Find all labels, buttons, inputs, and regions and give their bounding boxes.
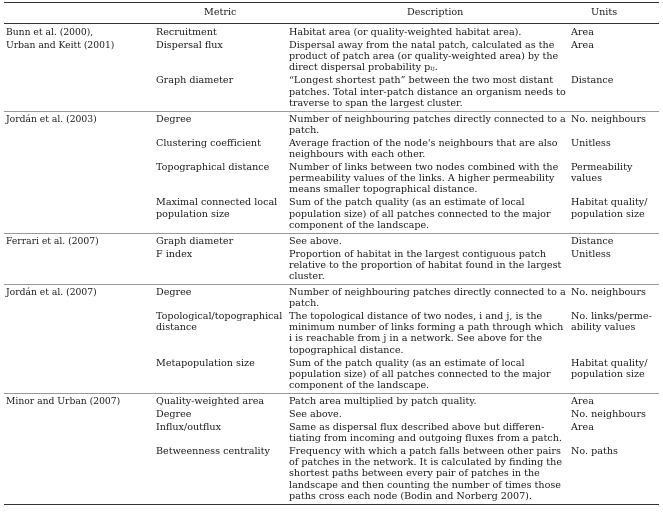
- header-description: Description: [287, 3, 569, 24]
- source-cell: [4, 311, 154, 357]
- source-cell: Bunn et al. (2000),: [6, 27, 94, 39]
- description-cell: Number of neighbouring patches directly connected to a patch.: [287, 111, 569, 138]
- source-cell: Jordán et al. (2003): [4, 111, 154, 138]
- units-cell: No. neighbours: [569, 285, 659, 312]
- table-row: [4, 197, 659, 233]
- units-cell: No. links/perme-ability values: [571, 311, 652, 334]
- description-cell: See above.: [289, 409, 342, 420]
- source-cell: Ferrari et al. (2007): [4, 233, 154, 249]
- metric-cell: Quality-weighted area: [154, 393, 287, 409]
- table-row: [4, 446, 659, 504]
- units-cell: Habitat quality/ population size: [571, 197, 648, 220]
- units-cell: Unitless: [571, 248, 611, 260]
- units-cell: Area: [571, 422, 594, 434]
- table-row: [4, 422, 659, 446]
- table-row: [4, 358, 659, 394]
- source-cell: Jordán et al. (2007): [4, 285, 154, 312]
- description-cell: Dispersal away from the natal patch, calculated as the product of patch area (or quality-weighted area) by the direct dispersal probability pᵢⱼ.: [289, 40, 559, 74]
- table-row: [4, 111, 659, 138]
- source-cell: [4, 249, 154, 285]
- table-row: [4, 75, 659, 111]
- source-cell: [4, 409, 154, 422]
- description-cell: Proportion of habitat in the largest contiguous patch relative to the proportion of habitat found in the largest cluster.: [289, 248, 562, 282]
- description-cell: Average fraction of the node's neighbours that are also neighbours with each other.: [289, 137, 558, 161]
- table-row: [4, 40, 659, 75]
- metric-cell: Graph diameter: [156, 75, 234, 87]
- table-body: [4, 24, 659, 505]
- description-cell: “Longest shortest path” between the two most distant patches. Total inter-patch distance an organism needs to traverse to span the largest cluster.: [289, 75, 566, 109]
- table-row: [4, 311, 659, 357]
- units-cell: Area: [569, 393, 659, 409]
- source-cell: [4, 197, 154, 233]
- description-cell: Frequency with which a patch falls between other pairs of patches in the network. It is calculated by finding the shortest paths between every pair of patches in the landscape and then counting the number of times those paths cross each node (Bodin and Norberg 2007).: [289, 446, 562, 502]
- description-cell: Habitat area (or quality-weighted habitat area).: [289, 27, 522, 39]
- source-cell: [4, 358, 154, 394]
- source-cell: Urban and Keitt (2001): [6, 40, 115, 52]
- metric-cell: Graph diameter: [154, 233, 287, 249]
- units-cell: Area: [571, 27, 594, 39]
- table-row: [4, 393, 659, 409]
- header-units: Units: [569, 3, 659, 24]
- metrics-table: [4, 2, 659, 505]
- table-row: [4, 24, 659, 41]
- description-cell: Patch area multiplied by patch quality.: [287, 393, 569, 409]
- source-cell: [4, 138, 154, 162]
- description-cell: See above.: [287, 233, 569, 249]
- description-cell: Same as dispersal flux described above but differen-tiating from incoming and outgoing fluxes from a patch.: [289, 422, 562, 445]
- table-row: [4, 249, 659, 285]
- metric-cell: F index: [156, 248, 193, 260]
- description-cell: Number of neighbouring patches directly connected to a patch.: [287, 285, 569, 312]
- units-cell: Habitat quality/ population size: [571, 357, 648, 380]
- description-cell: Sum of the patch quality (as an estimate of local population size) of all patches connected to the major component of the landscape.: [289, 357, 551, 391]
- metric-cell: Degree: [156, 409, 192, 420]
- metric-cell: Betweenness centrality: [156, 446, 270, 458]
- units-cell: Permeability values: [571, 162, 633, 185]
- metric-cell: Influx/outflux: [156, 422, 221, 434]
- units-cell: No. neighbours: [571, 409, 646, 420]
- table-header: [4, 3, 659, 24]
- metric-cell: Degree: [154, 111, 287, 138]
- source-cell: [4, 422, 154, 446]
- units-cell: Unitless: [571, 137, 611, 149]
- metric-cell: Recruitment: [156, 27, 217, 39]
- description-cell: The topological distance of two nodes, i and j, is the minimum number of links forming a path through which i is reachable from j in a network. See above for the topographical distance.: [289, 311, 564, 356]
- metric-cell: Maximal connected local population size: [156, 197, 278, 220]
- source-cell: [4, 75, 154, 111]
- units-cell: Area: [571, 40, 594, 52]
- metric-cell: Dispersal flux: [156, 40, 223, 52]
- table-row: [4, 162, 659, 197]
- source-cell: Minor and Urban (2007): [4, 393, 154, 409]
- metric-cell: Topographical distance: [156, 162, 270, 174]
- units-cell: No. neighbours: [569, 111, 659, 138]
- description-cell: Sum of the patch quality (as an estimate of local population size) of all patches connected to the major component of the landscape.: [289, 197, 551, 231]
- description-cell: Number of links between two nodes combined with the permeability values of the links. A higher permeability means smaller topographical distance.: [289, 162, 559, 196]
- header-source: [4, 3, 154, 24]
- source-cell: [4, 162, 154, 197]
- metric-cell: Topological/topographical distance: [156, 311, 283, 334]
- metric-cell: Clustering coefficient: [156, 137, 261, 149]
- metric-cell: Degree: [154, 285, 287, 312]
- table-row: [4, 233, 659, 249]
- metric-cell: Metapopulation size: [156, 357, 255, 369]
- header-metric: Metric: [154, 3, 287, 24]
- units-cell: No. paths: [571, 446, 618, 458]
- source-cell: [4, 446, 154, 504]
- table-row: [4, 285, 659, 312]
- units-cell: Distance: [571, 75, 614, 87]
- table-row: [4, 409, 659, 422]
- table-row: [4, 138, 659, 162]
- units-cell: Distance: [569, 233, 659, 249]
